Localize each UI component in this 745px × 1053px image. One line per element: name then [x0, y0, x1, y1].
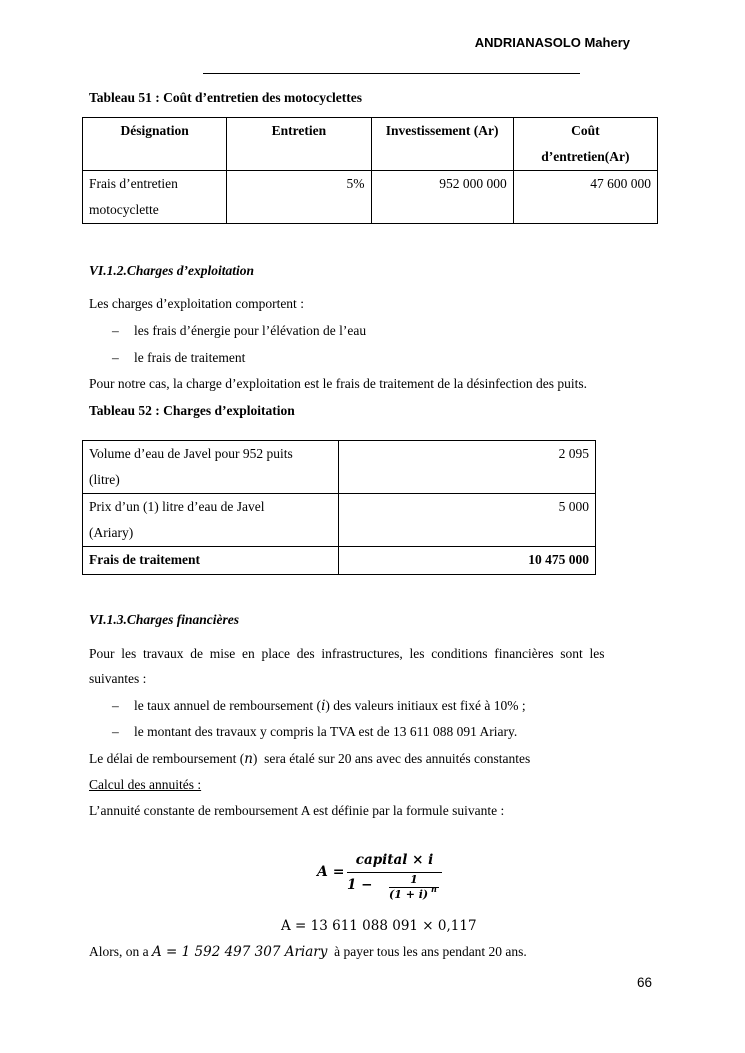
- table52: [82, 440, 596, 575]
- bullet-marker: –: [112, 724, 119, 739]
- taux-post: ) des valeurs initiaux est fixé à 10% ;: [325, 698, 526, 713]
- prix-label-l1: Prix d’un (1) litre d’eau de Javel: [89, 499, 265, 514]
- bullet-marker: –: [112, 350, 119, 365]
- table52-label: [83, 441, 339, 494]
- designation-line2: motocyclette: [89, 202, 159, 217]
- table51: [82, 117, 658, 224]
- table51-row: [83, 171, 658, 224]
- delai-pre: Le délai de remboursement (: [89, 751, 245, 766]
- exploitation-note: Pour notre cas, la charge d’exploitation est le frais de traitement de la désinfection des puits.: [89, 376, 587, 391]
- table51-caption: Tableau 51 : Coût d’entretien des motocyclettes: [89, 90, 362, 105]
- table51-header-cout-l1: Coût: [571, 123, 600, 138]
- financieres-para-line1: Pour les travaux de mise en place des infrastructures, les conditions financières sont les: [89, 646, 605, 661]
- table52-caption: Tableau 52 : Charges d’exploitation: [89, 403, 295, 418]
- table51-cell-designation: [83, 171, 227, 224]
- bullet-marker: –: [112, 323, 119, 338]
- header-rule: [203, 73, 580, 74]
- table51-cell-entretien: 5%: [227, 171, 371, 224]
- formula-numerator: capital × i: [355, 852, 434, 868]
- heading-financieres: VI.1.3.Charges financières: [89, 612, 240, 627]
- page-number: 66: [637, 975, 653, 990]
- table52-total-label: Frais de traitement: [83, 547, 339, 575]
- formula-den-den: (1 + i): [389, 888, 429, 901]
- formula-lhs: A =: [317, 864, 345, 880]
- delai-post: ) sera étalé sur 20 ans avec des annuités constantes: [252, 751, 531, 766]
- table52-value: 5 000: [338, 494, 595, 547]
- bullet-montant: le montant des travaux y compris la TVA est de 13 611 088 091 Ariary.: [134, 724, 518, 739]
- table51-cell-cout: 47 600 000: [513, 171, 657, 224]
- table51-header-designation: Désignation: [83, 118, 227, 171]
- conclusion-post: à payer tous les ans pendant 20 ans.: [327, 944, 527, 959]
- table51-header-cout: [513, 118, 657, 171]
- table51-cell-investissement: 952 000 000: [371, 171, 513, 224]
- taux-pre: le taux annuel de remboursement (: [134, 698, 322, 713]
- financieres-para-line2: suivantes :: [89, 671, 147, 686]
- formula-den-num: 1: [410, 873, 418, 886]
- table52-row: [83, 494, 596, 547]
- bullet-traitement: le frais de traitement: [134, 350, 246, 365]
- annuity-formula: [317, 852, 447, 908]
- delai-line: [89, 751, 530, 767]
- table52-value: 2 095: [338, 441, 595, 494]
- author-header: ANDRIANASOLO Mahery: [474, 35, 630, 50]
- bullet-taux: [134, 698, 526, 714]
- conclusion-line: [89, 944, 527, 960]
- formula-den-pre: 1 −: [347, 877, 373, 893]
- table52-total-value: 10 475 000: [338, 547, 595, 575]
- exploitation-intro: Les charges d’exploitation comportent :: [89, 296, 304, 311]
- prix-label-l2: (Ariary): [89, 525, 134, 540]
- table51-header-cout-l2: d’entretien(Ar): [541, 149, 630, 164]
- calc-heading: Calcul des annuités :: [89, 777, 202, 792]
- conclusion-pre: Alors, on a: [89, 944, 152, 959]
- var-i: i: [321, 698, 326, 714]
- bullet-marker: –: [112, 698, 119, 713]
- table52-row: [83, 441, 596, 494]
- bullet-energie: les frais d’énergie pour l’élévation de l’eau: [134, 323, 367, 338]
- table52-total-row: [83, 547, 596, 575]
- designation-line1: Frais d’entretien: [89, 176, 178, 191]
- formula-intro: L’annuité constante de remboursement A est définie par la formule suivante :: [89, 803, 505, 818]
- volume-label-l2: (litre): [89, 472, 120, 487]
- table51-header-entretien: Entretien: [227, 118, 371, 171]
- var-n: n: [244, 751, 253, 767]
- heading-exploitation: VI.1.2.Charges d’exploitation: [89, 263, 255, 278]
- table51-header-investissement: Investissement (Ar): [371, 118, 513, 171]
- formula-exponent: n: [431, 884, 437, 894]
- volume-label-l1: Volume d’eau de Javel pour 952 puits: [89, 446, 293, 461]
- table52-label: [83, 494, 339, 547]
- calc-line: A = 13 611 088 091 × 0,117: [281, 918, 477, 934]
- conclusion-math: A = 1 592 497 307 Ariary: [152, 944, 328, 960]
